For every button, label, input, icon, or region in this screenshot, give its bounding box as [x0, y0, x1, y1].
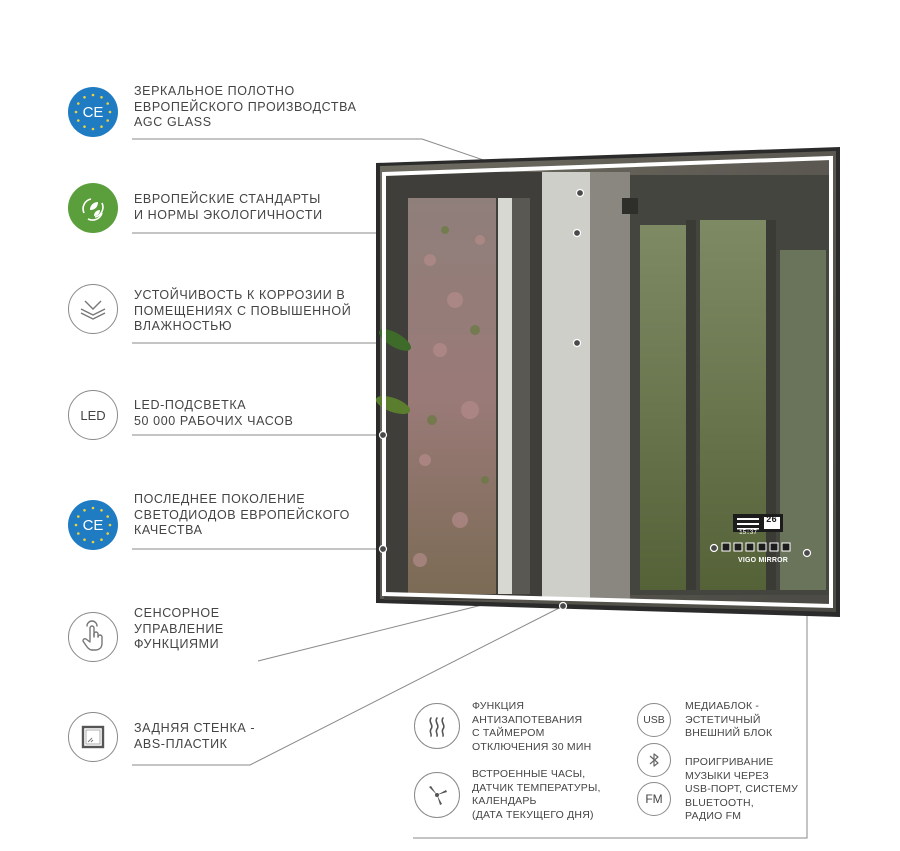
music-line: USB-ПОРТ, СИСТЕМУ: [685, 783, 799, 795]
clock-line: ДАТЧИК ТЕМПЕРАТУРЫ,: [472, 781, 601, 794]
feature-agc-glass: [134, 84, 357, 131]
mirror-brand-label: VIGO MIRROR: [738, 557, 789, 564]
feature-led-lighting: [134, 398, 293, 429]
feature-back-panel: [134, 721, 255, 752]
ce-mark-text: CE: [82, 104, 104, 121]
clock-line: ВСТРОЕННЫЕ ЧАСЫ,: [472, 768, 586, 780]
led-icon-text: LED: [80, 407, 106, 423]
feature-eco-standards: [134, 192, 323, 223]
feature-line: ВЛАЖНОСТЬЮ: [134, 319, 233, 333]
ce-mark-icon: [68, 87, 118, 137]
feature-line: СВЕТОДИОДОВ ЕВРОПЕЙСКОГО: [134, 507, 350, 522]
feature-line: ЗЕРКАЛЬНОЕ ПОЛОТНО: [134, 84, 295, 98]
ce-mark-text: CE: [82, 517, 104, 534]
ce-mark-icon: [68, 500, 118, 550]
feature-line: ФУНКЦИЯМИ: [134, 637, 220, 651]
feature-line: ЕВРОПЕЙСКИЕ СТАНДАРТЫ: [134, 192, 321, 206]
feature-line: AGC GLASS: [134, 115, 212, 129]
feature-line: 50 000 РАБОЧИХ ЧАСОВ: [134, 413, 294, 428]
clock-hands-icon: [414, 772, 460, 818]
music-line: ПРОИГРИВАНИЕ: [685, 756, 774, 768]
feature-line: ПОСЛЕДНЕЕ ПОКОЛЕНИЕ: [134, 492, 306, 506]
usb-icon-text: USB: [643, 714, 665, 726]
feature-led-generation: [134, 492, 350, 539]
media-block-description: [685, 700, 772, 741]
back-panel-icon: [68, 712, 118, 762]
anti-fog-description: [472, 700, 591, 754]
clock-line: КАЛЕНДАРЬ: [472, 795, 537, 807]
music-line: BLUETOOTH,: [685, 796, 754, 809]
media-line: ВНЕШНИЙ БЛОК: [685, 727, 773, 739]
anti-fog-line: АНТИЗАПОТЕВАНИЯ: [472, 713, 583, 726]
anti-corrosion-layers-icon: [68, 284, 118, 334]
clock-description: [472, 768, 601, 822]
bluetooth-icon: [637, 743, 671, 777]
feature-line: ABS-ПЛАСТИК: [134, 736, 228, 751]
anti-fog-line: ОТКЛЮЧЕНИЯ 30 МИН: [472, 740, 592, 753]
media-line: МЕДИАБЛОК -: [685, 700, 760, 712]
feature-line: И НОРМЫ ЭКОЛОГИЧНОСТИ: [134, 207, 323, 222]
feature-corrosion-resistance: [134, 288, 351, 335]
feature-touch-control: [134, 606, 224, 653]
feature-line: УСТОЙЧИВОСТЬ К КОРРОЗИИ В: [134, 288, 346, 302]
usb-icon: [637, 703, 671, 737]
mirror-display-temp: 26: [766, 515, 777, 525]
music-playback-description: [685, 756, 798, 824]
music-line: МУЗЫКИ ЧЕРЕЗ: [685, 769, 769, 782]
steam-icon: [414, 703, 460, 749]
music-line: РАДИО FM: [685, 810, 742, 822]
media-line: ЭСТЕТИЧНЫЙ: [685, 713, 761, 726]
feature-line: ЗАДНЯЯ СТЕНКА -: [134, 721, 256, 735]
feature-line: УПРАВЛЕНИЕ: [134, 621, 224, 636]
mirror-display-time: 15:37: [739, 529, 758, 536]
led-icon: [68, 390, 118, 440]
feature-line: LED-ПОДСВЕТКА: [134, 398, 247, 412]
eco-leaves-icon: [68, 183, 118, 233]
fm-icon-text: FM: [645, 792, 663, 806]
feature-line: КАЧЕСТВА: [134, 523, 203, 537]
feature-line: СЕНСОРНОЕ: [134, 606, 220, 620]
clock-line: (ДАТА ТЕКУЩЕГО ДНЯ): [472, 808, 594, 821]
feature-line: ПОМЕЩЕНИЯХ С ПОВЫШЕННОЙ: [134, 303, 352, 318]
feature-line: ЕВРОПЕЙСКОГО ПРОИЗВОДСТВА: [134, 99, 357, 114]
anti-fog-line: ФУНКЦИЯ: [472, 700, 525, 712]
anti-fog-line: С ТАЙМЕРОМ: [472, 727, 545, 739]
fm-radio-icon: [637, 782, 671, 816]
touch-hand-icon: [68, 612, 118, 662]
